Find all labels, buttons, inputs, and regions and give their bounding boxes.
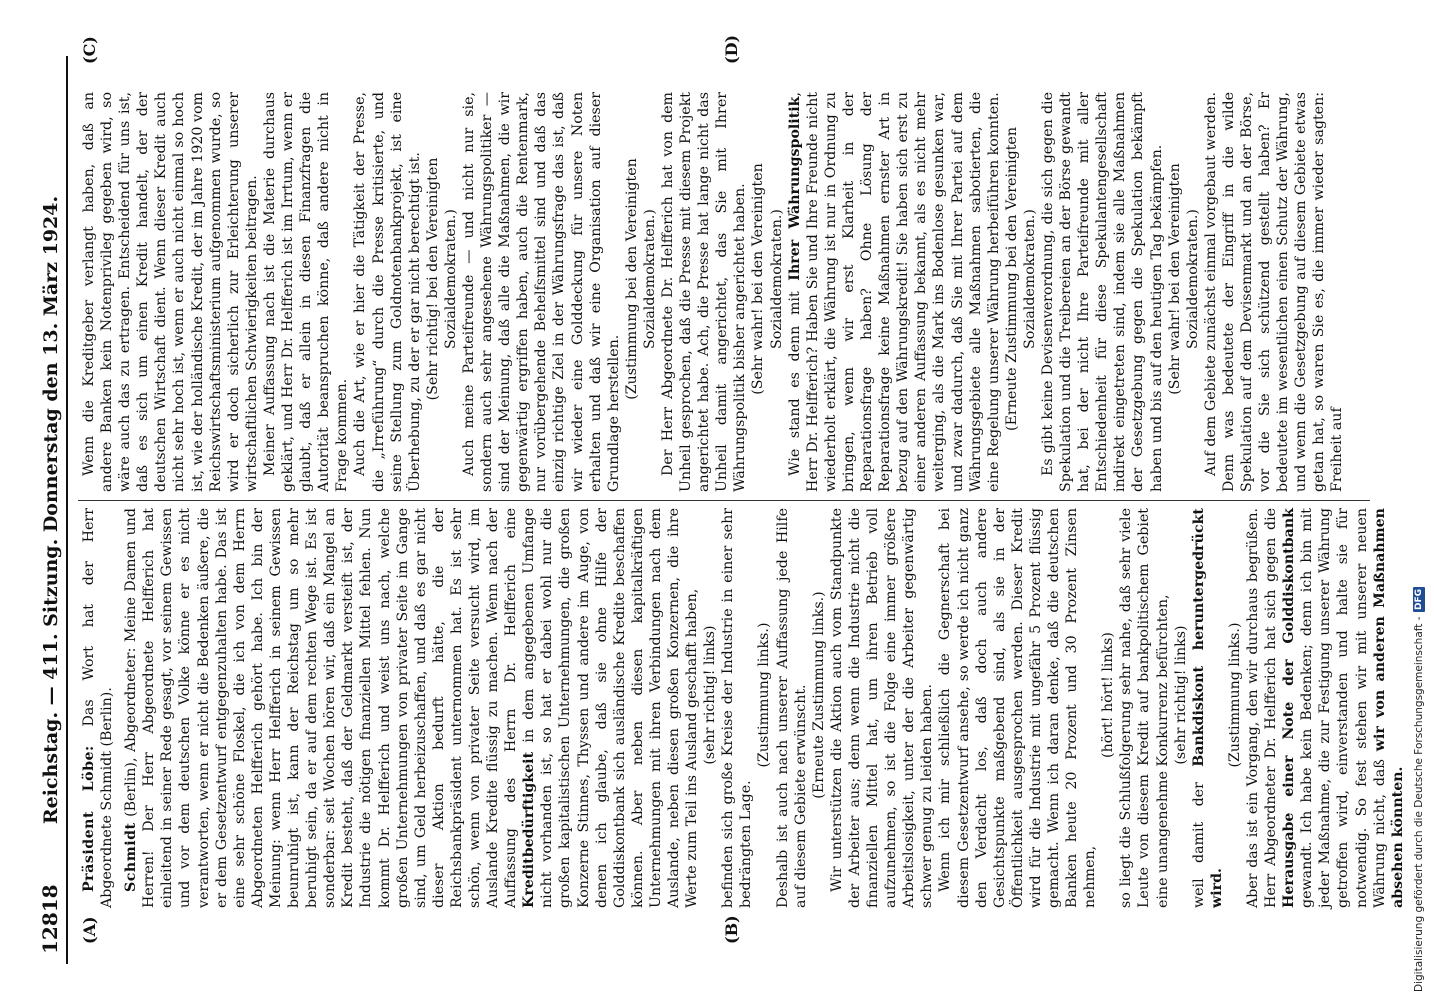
right-column [80,92,1376,492]
paragraph: weil damit der Bankdiskont heruntergedrückt wird. [1190,508,1225,908]
paragraph: Aber das ist ein Vorgang, den wir durchaus begrüßen. Herr Abgeordneter Dr. Helfferich hat sich gegen die Herausgabe einer Note der Golddiskontbank gewandt. Ich habe kein Bedenken; denn ich bin mit jeder Maßnahme, die zur Festigung unserer Währung getroffen wird, einverstanden und halte sie für notwendig. So fest stehen wir mit unserer neuen Währung nicht, daß wir von anderen Maßnahmen absehen könnten. [1245,508,1406,908]
interjection: (Sehr wahr! bei den Vereinigten Sozialdemokraten.) [750,163,785,395]
speaker-name: Präsident Löbe: [81,745,97,892]
left-column [80,508,1406,908]
credit-text: Digitalisierung gefördert durch die Deutsche Forschungsgemeinschaft - [1413,616,1425,992]
digitization-credit [1406,8,1432,992]
emphasis: Herausgabe einer Note der Golddiskontbank [1281,508,1298,908]
emphasis: wir von anderen Maßnahmen absehen könnten. [1371,508,1406,908]
paragraph: Wenn ich mir schließlich die Gegnerschaft bei diesem Gesetzentwurf ansehe, so werde ich nicht ganz den Verdacht los, daß doch auch andere Gesichtspunkte maßgebend sind, als sie in der Öffentlichkeit ausgesprochen werden. Dieser Kredit wird für die Industrie mit ungefähr 5 Prozent flüssig gemacht. Wenn ich daran denke, daß die deutschen Banken heute 20 Prozent und 30 Prozent Zinsen nehmen, [937,508,1099,908]
interjection: (Zustimmung bei den Vereinigten Sozialdemokraten.) [623,158,658,400]
paragraph: Der Herr Abgeordnete Dr. Helfferich hat von dem Unheil gesprochen, daß die Presse mit diesem Projekt angerichtet habe. Ach, die Presse hat lange nicht das Unheil damit angerichtet, das Sie mit Ihrer Währungspolitik bisher angerichtet haben. [660,92,749,492]
paragraph: Präsident Löbe: Das Wort hat der Herr Abgeordnete Schmidt (Berlin). [81,508,116,908]
interjection: (Zustimmung links.) [1226,622,1243,768]
paragraph: befinden sich große Kreise der Industrie in einer sehr bedrängten Lage. [720,508,755,908]
paragraph: Auch meine Parteifreunde — und nicht nur sie, sondern auch sehr angesehene Währungspolitiker — sind der Meinung, daß alle die Maßnahmen, die wir gegenwärtig ergriffen haben, auch die Rentenmark, nur vorübergehende Behelfsmittel sind und daß das einzig richtige Ziel in der Währungsfrage das ist, daß wir wieder eine Golddeckung für unsere Noten erhalten und daß wir eine Organisation auf dieser Grundlage herstellen. [460,92,622,492]
paragraph: Auch die Art, wie er hier die Tätigkeit der Presse, die „Irreführung“ durch die Presse kritisierte, und seine Stellung zum Goldnotenbankprojekt, ist eine Überhebung, zu der er gar nicht berechtigt ist. [352,92,423,492]
emphasis: Kreditbedürftigkeit [521,751,538,908]
paragraph: Wenn die Kreditgeber verlangt haben, daß an andere Banken kein Notenprivileg gegeben wird, so wäre auch das zu ertragen. Entscheidend für uns ist, daß es sich um einen Kredit handelt, der der deutschen Wirtschaft dient. Wenn dieser Kredit auch nicht sehr hoch ist, wenn er auch nicht einmal so hoch ist, wie der holländische Kredit, der im Jahre 1920 vom Reichswirtschaftsministerium aufgenommen wurde, so wird er doch sicherlich zur Erleichterung unserer wirtschaftlichen Schwierigkeiten beitragen. [81,92,260,492]
running-head: Reichstag. — 411. Sitzung. Donnerstag den 13. März 1924. [40,195,62,825]
margin-marker-a: (A) [80,916,99,944]
paragraph: Meiner Auffassung nach ist die Materie durchaus geklärt, und Herr Dr. Helfferich ist im Irrtum, wenn er glaubt, daß er allein in diesen Finanzfragen die Autorität beanspruchen könne, daß andere nicht in Frage kommen. [261,92,351,492]
dfg-logo: DFG [1414,589,1424,611]
margin-marker-b: (B) [722,915,741,944]
paragraph: Wir unterstützen die Aktion auch vom Standpunkte der Arbeiter aus; denn wenn die Industrie nicht die finanziellen Mittel hat, um ihren Betrieb voll aufzunehmen, so ist die Folge eine immer größere Arbeitslosigkeit, unter der die Arbeiter gegenwärtig schwer genug zu leiden haben. [828,508,936,908]
paragraph: Es gibt keine Devisenverordnung, die sich gegen die Spekulation und die Treibereien an der Börse gewandt hat, bei der nicht Ihre Parteifreunde mit aller Entschiedenheit für diese Spekulantengesellschaft indirekt eingetreten sind, indem sie alle Maßnahmen der Gesetzgebung gegen die Spekulation bekämpft haben und bis auf den heutigen Tag bekämpfen. [1039,92,1165,492]
paragraph: Wie stand es denn mit Ihrer Währungspolitik, Herr Dr. Helfferich? Haben Sie und Ihre Freunde nicht wiederholt erklärt, die Währung ist nur in Ordnung zu bringen, wenn wir erst Klarheit in der Reparationsfrage haben? Ohne Lösung der Reparationsfrage keine Maßnahmen ernster Art in bezug auf den Währungskredit! Sie haben sich erst zu einer anderen Auffassung bekannt, als es nicht mehr weiterging, als die Mark ins Bodenlose gesunken war, und zwar dadurch, daß Sie mit Ihrer Partei auf dem Währungsgebiete alle Maßnahmen sabotierten, die eine Regelung unserer Währung herbeiführen konnten. [786,92,1002,492]
interjection: (sehr richtig! links) [702,625,719,765]
interjection: (Zustimmung links.) [756,622,773,768]
page-number: 12818 [38,884,62,954]
interjection: (Sehr wahr! bei den Vereinigten Sozialdemokraten.) [1166,163,1201,395]
interjection: (hört! hört! links) [1100,632,1117,758]
emphasis: Bankdiskont heruntergedrückt wird. [1190,508,1225,908]
paragraph: Deshalb ist auch nach unserer Auffassung jede Hilfe auf diesem Gebiete erwünscht. [774,508,809,908]
page-header [32,56,68,964]
speaker-name: Schmidt [123,822,140,892]
paragraph: Auf dem Gebiete zunächst einmal vorgebaut werden. Denn was bedeutete der Eingriff in die wilde Spekulation auf dem Devisenmarkt und an der Börse, vor die Sie sich schützend gestellt haben? Er bedeutete im wesentlichen einen Schutz der Währung, und wenn die Gesetzgebung auf diesem Gebiete etwas getan hat, so waren Sie es, die immer wieder sagten: Freiheit auf [1202,92,1346,492]
margin-marker-d: (D) [722,34,741,64]
interjection: (sehr richtig! links) [1172,625,1189,765]
margin-marker-c: (C) [80,36,99,64]
paragraph: Schmidt (Berlin), Abgeordneter: Meine Damen und Herren! Der Herr Abgeordnete Helfferich hat einleitend in seiner Rede gesagt, vor seinem Gewissen und vor dem deutschen Volke könne er es nicht verantworten, wenn er nicht die Bedenken äußere, die er dem Gesetzentwurf entgegenzuhalten habe. Das ist eine sehr schöne Floskel, die ich von dem Herrn Abgeordneten Helfferich gehört habe. Ich bin der Meinung: wenn Herr Helfferich in seinem Gewissen beunruhigt ist, kann der Reichstag um so mehr beruhigt sein, da er auf dem rechten Wege ist. Es ist sonderbar: seit Wochen hören wir, daß ein Mangel an Kredit besteht, daß der Geldmarkt versteift ist, der Industrie die nötigen finanziellen Mittel fehlen. Nun kommt Dr. Helfferich und weist uns nach, welche großen Unternehmungen von privater Seite im Gange sind, um Geld herbeizuschaffen, und daß es gar nicht dieser Aktion bedurft hätte, die der Reichsbankpräsident unternommen hat. Es ist sehr schön, wenn von privater Seite versucht wird, im Auslande Kredite flüssig zu machen. Wenn nach der Auffassung des Herrn Dr. Helfferich eine Kreditbedürftigkeit in dem angegebenen Umfange nicht vorhanden ist, so hat er dabei wohl nur die großen kapitalistischen Unternehmungen, die großen Konzerne Stinnes, Thyssen und andere im Auge, von denen ich glaube, daß sie ohne Hilfe der Golddiskontbank sich ausländische Kredite beschaffen können. Aber neben diesen kapitalkräftigen Unternehmungen mit ihren Verbindungen nach dem Auslande, neben diesen großen Konzernen, die ihre Werte zum Teil ins Ausland geschafft haben, [123,508,701,908]
interjection: (Erneute Zustimmung links.) [810,591,827,799]
column-divider [78,500,1370,501]
emphasis: Ihrer Währungspolitik [786,96,803,281]
interjection: (Sehr richtig! bei den Vereinigten Sozialdemokraten.) [424,157,459,401]
interjection: (Erneute Zustimmung bei den Vereinigten Sozialdemokraten.) [1003,127,1038,431]
paragraph: so liegt die Schlußfolgerung sehr nahe, daß sehr viele Leute von diesem Kredit auf bankpolitischem Gebiet eine unangenehme Konkurrenz befürchten, [1118,508,1171,908]
